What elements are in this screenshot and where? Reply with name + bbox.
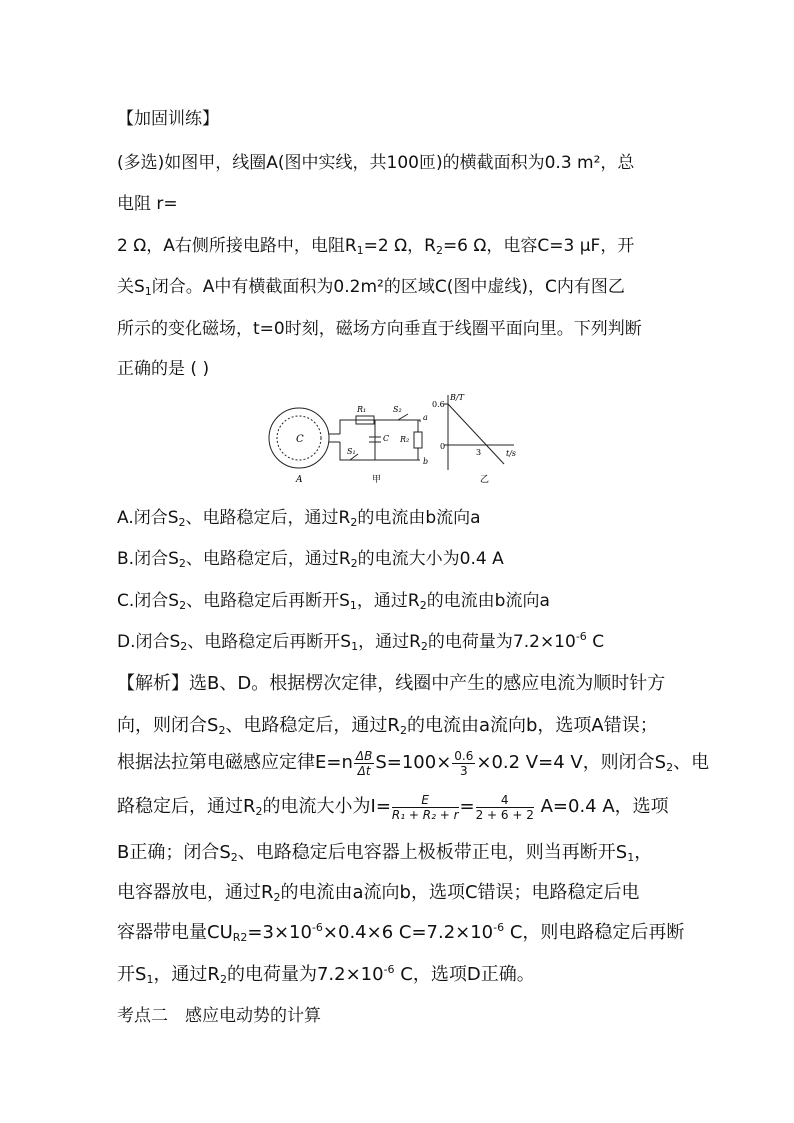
question-line-4: 关$S_1$闭合。A中有横截面积为0.2m²的区域C(图中虚线)，C内有图乙 <box>117 277 625 298</box>
option-a: A.闭合$S_2$、电路稳定后，通过$R_2$的电流由b流向a <box>117 508 481 529</box>
analysis-line-8: 开$S_1$，通过$R_2$的电荷量为$7.2\times 10^{-6}$ C，选项D正确。 <box>117 963 535 986</box>
label-c: C <box>296 434 304 445</box>
circuit-and-graph-figure <box>268 390 530 490</box>
resistor-r2 <box>414 432 422 448</box>
fraction-values: $\frac{4}{2 + 6 + 2}$ <box>475 792 534 822</box>
origin-label: 0 <box>440 442 446 451</box>
question-line-6: 正确的是 ( ) <box>117 359 210 379</box>
label-capacitor: C <box>383 434 390 443</box>
x-axis-label: t/s <box>506 449 517 458</box>
fraction-db-dt: $\frac{\Delta B}{\Delta t}$ <box>355 748 373 778</box>
y-axis-label: B/T <box>450 393 464 402</box>
label-s1: S₁ <box>347 447 356 456</box>
analysis-line-2: 向，则闭合$S_2$、电路稳定后，通过$R_2$的电流由a流向b，选项A错误； <box>117 715 658 737</box>
fraction-06-3: $\frac{0.6}{3}$ <box>454 748 474 778</box>
y-tick-label: 0.6 <box>432 400 445 409</box>
analysis-tag: 【解析】 <box>117 673 189 694</box>
label-a-terminal: a <box>423 413 428 422</box>
analysis-line-6: 电容器放电，通过$R_2$的电流由a流向b，选项C错误；电路稳定后电 <box>117 882 640 904</box>
question-line-3: 2 Ω，A右侧所接电路中，电阻$R_1=2$ Ω，$R_2=6$ Ω，电容C=3 μF，开 <box>117 236 635 257</box>
label-jia: 甲 <box>372 475 382 485</box>
label-r1: R₁ <box>357 405 367 414</box>
option-d: D.闭合$S_2$、电路稳定后再断开$S_1$，通过$R_2$的电荷量为$7.2\times 10^{-6}$ C <box>117 630 605 653</box>
label-b-terminal: b <box>423 457 429 466</box>
label-r2: R₂ <box>400 435 410 444</box>
question-line-1: (多选)如图甲，线圈A(图中实线，共100匝)的横截面积为0.3 m²，总 <box>117 153 635 173</box>
label-a: A <box>296 475 303 485</box>
analysis-line-3: 根据法拉第电磁感应定律E=n $\frac{\Delta B}{\Delta t}$ S=100× $\frac{0.6}{3}$ ×0.2 V=4 V，则闭合$S_2$、电 <box>117 748 710 778</box>
bracket-close: 】 <box>202 109 219 129</box>
label-yi: 乙 <box>480 475 490 485</box>
bracket-open: 【 <box>117 109 134 129</box>
fraction-current: $\frac{E}{\text{R₁ + R₂ + r}}$ <box>391 792 459 822</box>
analysis-line-4: 路稳定后，通过$R_2$的电流大小为I= $\frac{E}{\text{R₁ + R₂ + r}}$ = $\frac{4}{2 + 6 + 2}$ A=0.4 A，选项 <box>117 792 669 822</box>
analysis-line-7: 容器带电量$CU_{R2}=3\times 10^{-6}\times 0.4\times 6$ $C=7.2\times 10^{-6}$ C，则电路稳定后再断 <box>117 921 685 944</box>
section-heading <box>117 104 219 129</box>
question-line-2: 电阻 r= <box>117 194 178 214</box>
switch-s2 <box>398 414 408 420</box>
heading-title: 加固训练 <box>134 109 202 129</box>
section-title: 考点二 感应电动势的计算 <box>117 1006 321 1026</box>
label-s2: S₂ <box>393 405 402 414</box>
analysis-line-1: 【解析】选B、D。根据楞次定律，线圈中产生的感应电流为顺时针方 <box>117 673 666 694</box>
option-c: C.闭合$S_2$、电路稳定后再断开$S_1$，通过$R_2$的电流由b流向a <box>117 591 550 612</box>
question-line-5: 所示的变化磁场，t=0时刻，磁场方向垂直于线圈平面向里。下列判断 <box>117 319 642 339</box>
option-b: B.闭合$S_2$、电路稳定后，通过$R_2$的电流大小为0.4 A <box>117 549 504 570</box>
x-tick-label: 3 <box>476 448 482 457</box>
analysis-line-5: B正确；闭合$S_2$、电路稳定后电容器上极板带正电，则当再断开$S_1$， <box>117 842 653 864</box>
